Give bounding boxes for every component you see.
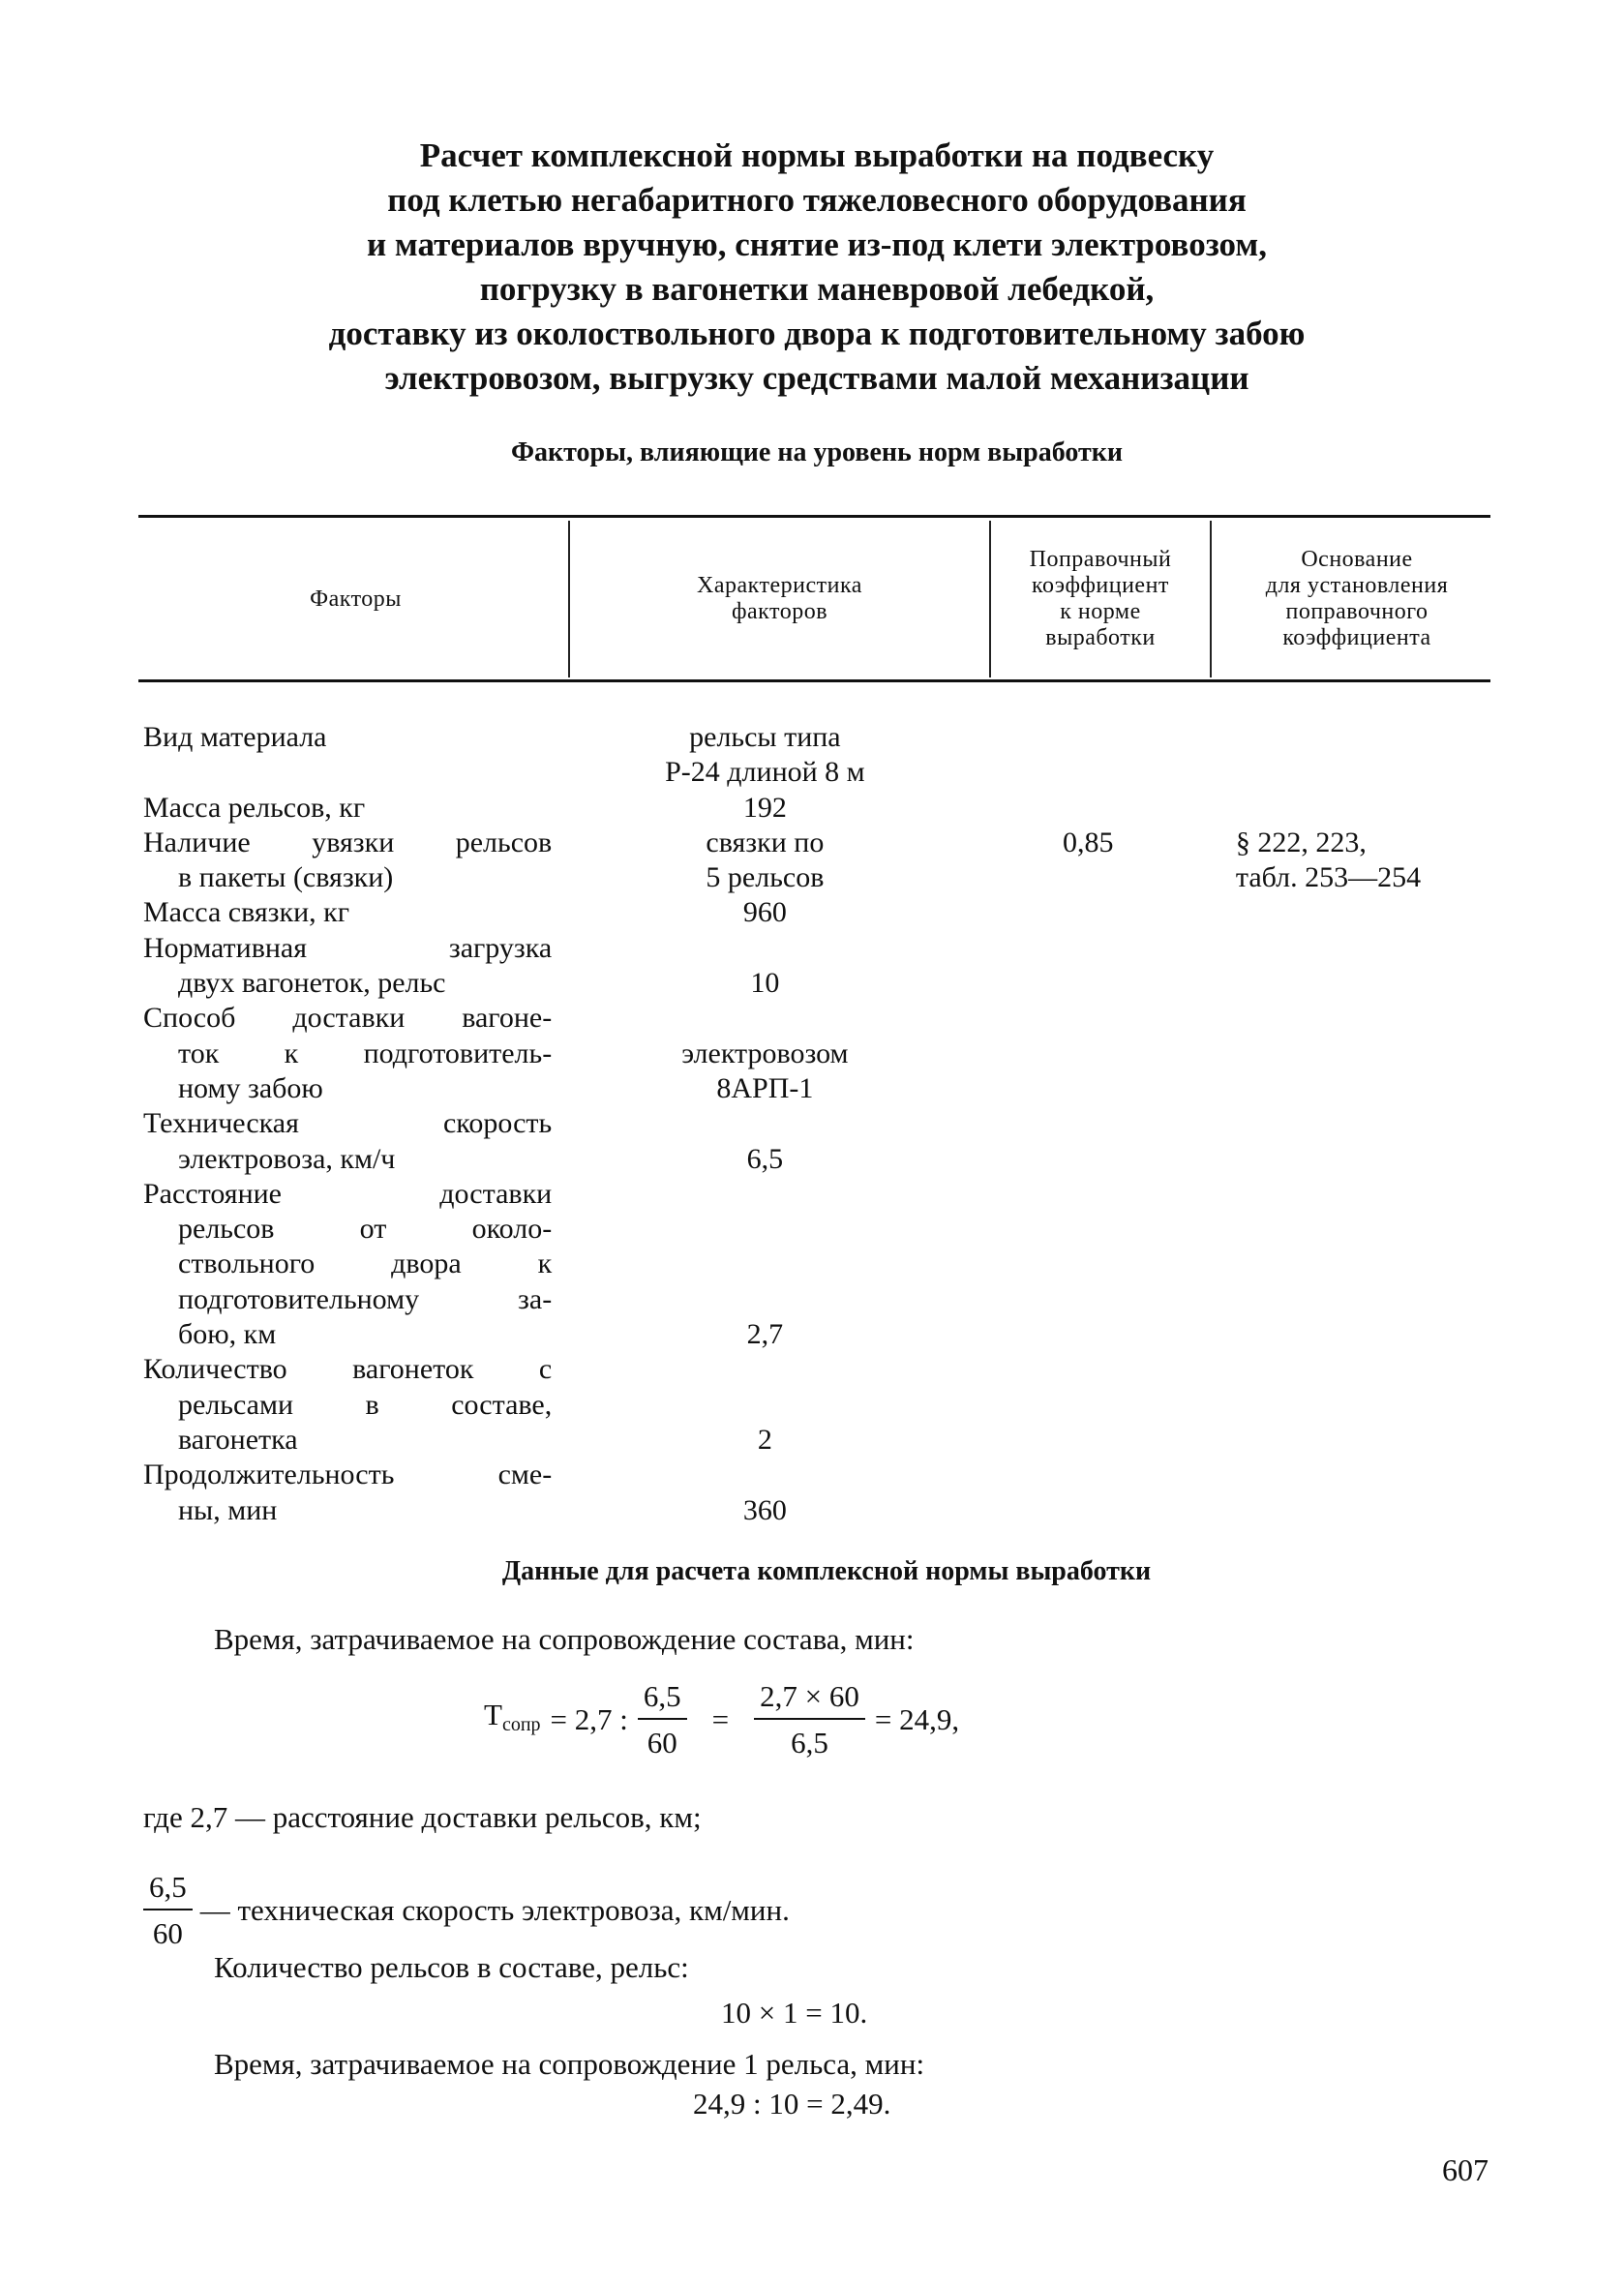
characteristic-line: 2,7	[746, 1318, 784, 1351]
header-line: коэффициента	[1282, 625, 1431, 650]
factor-cell	[143, 931, 552, 1002]
factor-cell	[143, 895, 552, 930]
characteristic-cell	[552, 1317, 964, 1352]
characteristic-line: Р-24 длиной 8 м	[665, 756, 865, 789]
factor-line: Наличие увязки рельсов	[143, 826, 553, 858]
header-line: выработки	[1045, 625, 1156, 650]
header-characteristic	[570, 521, 989, 677]
factor-line: ток к подготовитель-	[178, 1037, 553, 1069]
table-header-rule	[138, 679, 1490, 682]
characteristic-line: электровозом	[681, 1037, 849, 1069]
table-row	[143, 1458, 1490, 1528]
characteristic-line: 960	[742, 896, 787, 929]
header-line: к норме	[1060, 599, 1141, 624]
header-text	[1266, 547, 1449, 651]
header-line: для установления	[1265, 573, 1449, 598]
where-line-1: где 2,7 — расстояние доставки рельсов, км;	[143, 1800, 702, 1834]
formula-result: = 24,9,	[874, 1702, 960, 1736]
fraction: $\frac{2,7 \times 60}{6,5}$	[754, 1679, 865, 1760]
characteristic-cell	[552, 895, 964, 930]
characteristic-cell	[552, 1493, 964, 1528]
characteristic-line: 6,5	[746, 1142, 784, 1175]
table-row	[143, 1106, 1490, 1177]
header-line: Факторы	[310, 586, 402, 612]
characteristic-cell	[552, 826, 964, 896]
header-text	[697, 573, 862, 625]
factor-cell	[143, 1352, 552, 1458]
factor-line: двух вагонеток, рельс	[178, 967, 446, 1000]
header-coefficient	[991, 521, 1210, 677]
characteristic-cell	[552, 966, 964, 1001]
characteristic-cell	[552, 791, 964, 826]
factor-line: рельсами в составе,	[178, 1388, 553, 1421]
calc-paragraph: Количество рельсов в составе, рельс:	[214, 1950, 689, 1984]
table-row	[143, 826, 1490, 896]
title-line: погрузку в вагонетки маневровой лебедкой,	[479, 270, 1155, 308]
title-line: Расчет комплексной нормы выработки на подвеску	[419, 136, 1215, 174]
where-text: — техническая скорость электровоза, км/мин.	[199, 1893, 790, 1927]
header-line: Основание	[1301, 547, 1413, 572]
basis-line: § 222, 223,	[1235, 826, 1367, 858]
factor-cell	[143, 1177, 552, 1352]
header-line: факторов	[731, 599, 828, 624]
calc-paragraph: Время, затрачиваемое на сопровождение 1 рельса, мин:	[214, 2047, 925, 2081]
factor-line: подготовительному за-	[178, 1282, 553, 1315]
header-line: поправочного	[1285, 599, 1429, 624]
formula-per-rail: 24,9 : 10 = 2,49.	[693, 2087, 891, 2121]
factor-cell	[143, 826, 552, 896]
characteristic-line: 360	[742, 1493, 787, 1526]
header-factors	[143, 521, 568, 677]
title-line: электровозом, выгрузку средствами малой механизации	[384, 359, 1249, 397]
factor-line: ному забою	[178, 1071, 323, 1104]
factor-line: ствольного двора к	[178, 1248, 553, 1280]
characteristic-line: 192	[742, 791, 787, 824]
where-line-2	[143, 1870, 790, 1951]
header-line: коэффициент	[1032, 573, 1169, 598]
table-row	[143, 895, 1490, 930]
factor-line: бою, км	[178, 1318, 277, 1351]
document-title	[143, 134, 1490, 401]
basis-line: табл. 253—254	[1235, 861, 1422, 894]
calc-heading: Данные для расчета комплексной нормы выработки	[501, 1556, 1152, 1586]
factor-line: Способ доставки вагоне-	[143, 1002, 553, 1035]
title-line: под клетью негабаритного тяжеловесного оборудования	[387, 181, 1247, 219]
factor-line: Масса связки, кг	[143, 896, 350, 929]
table-top-rule	[138, 515, 1490, 518]
factor-line: вагонетка	[178, 1423, 298, 1456]
table-row	[143, 931, 1490, 1002]
factor-line: Количество вагонеток с	[143, 1353, 553, 1386]
table-row	[143, 791, 1490, 826]
factor-line: рельсов от около-	[178, 1213, 553, 1246]
formula-lhs: $T_{сопр}$	[484, 1698, 541, 1735]
factor-line: Нормативная загрузка	[143, 931, 553, 964]
header-line: Поправочный	[1029, 547, 1172, 572]
title-line: и материалов вручную, снятие из-под клети электровозом,	[367, 226, 1267, 263]
characteristic-line: 8АРП-1	[716, 1071, 814, 1104]
calc-paragraph: Время, затрачиваемое на сопровождение состава, мин:	[214, 1622, 915, 1656]
characteristic-line: 10	[750, 967, 780, 1000]
factor-cell	[143, 1001, 552, 1106]
equals: =	[711, 1702, 730, 1736]
factor-cell	[143, 791, 552, 826]
table-row	[143, 1352, 1490, 1458]
table-row	[143, 1001, 1490, 1106]
factor-cell	[143, 1106, 552, 1177]
characteristic-cell	[552, 1037, 964, 1107]
factor-line: в пакеты (связки)	[178, 861, 394, 894]
title-line: доставку из околоствольного двора к подготовительному забою	[328, 315, 1306, 352]
factors-table-body	[143, 720, 1490, 1528]
characteristic-cell	[552, 1142, 964, 1177]
fraction: $\frac{6,5}{60}$	[143, 1870, 193, 1951]
header-text	[1030, 547, 1172, 651]
factor-cell	[143, 720, 552, 755]
characteristic-line: рельсы типа	[689, 721, 841, 753]
factor-line: Продолжительность сме-	[143, 1459, 553, 1491]
page-number: 607	[1442, 2152, 1489, 2187]
factors-heading: Факторы, влияющие на уровень норм выработки	[510, 437, 1124, 467]
table-row	[143, 720, 1490, 791]
header-basis	[1212, 521, 1502, 677]
factor-line: Техническая скорость	[143, 1107, 553, 1140]
header-text	[310, 587, 402, 613]
table-row	[143, 1177, 1490, 1352]
formula-t-sopr	[484, 1679, 959, 1760]
factor-line: ны, мин	[178, 1493, 278, 1526]
formula-part: = 2,7 :	[550, 1702, 628, 1736]
factor-line: Масса рельсов, кг	[143, 791, 366, 824]
characteristic-line: 5 рельсов	[706, 861, 825, 894]
factor-line: электровоза, км/ч	[178, 1142, 396, 1175]
factor-line: Расстояние доставки	[143, 1177, 553, 1210]
characteristic-line: 2	[757, 1423, 772, 1456]
formula-rails: 10 × 1 = 10.	[721, 1996, 868, 2030]
header-line: Характеристика	[697, 573, 862, 598]
fraction: $\frac{6,5}{60}$	[638, 1679, 687, 1760]
characteristic-cell	[552, 720, 964, 791]
coefficient-cell: 0,85	[1062, 826, 1114, 858]
factor-cell	[143, 1458, 552, 1528]
basis-cell	[1212, 826, 1490, 896]
characteristic-line: связки по	[706, 826, 825, 858]
characteristic-cell	[552, 1423, 964, 1458]
factor-line: Вид материала	[143, 721, 327, 753]
